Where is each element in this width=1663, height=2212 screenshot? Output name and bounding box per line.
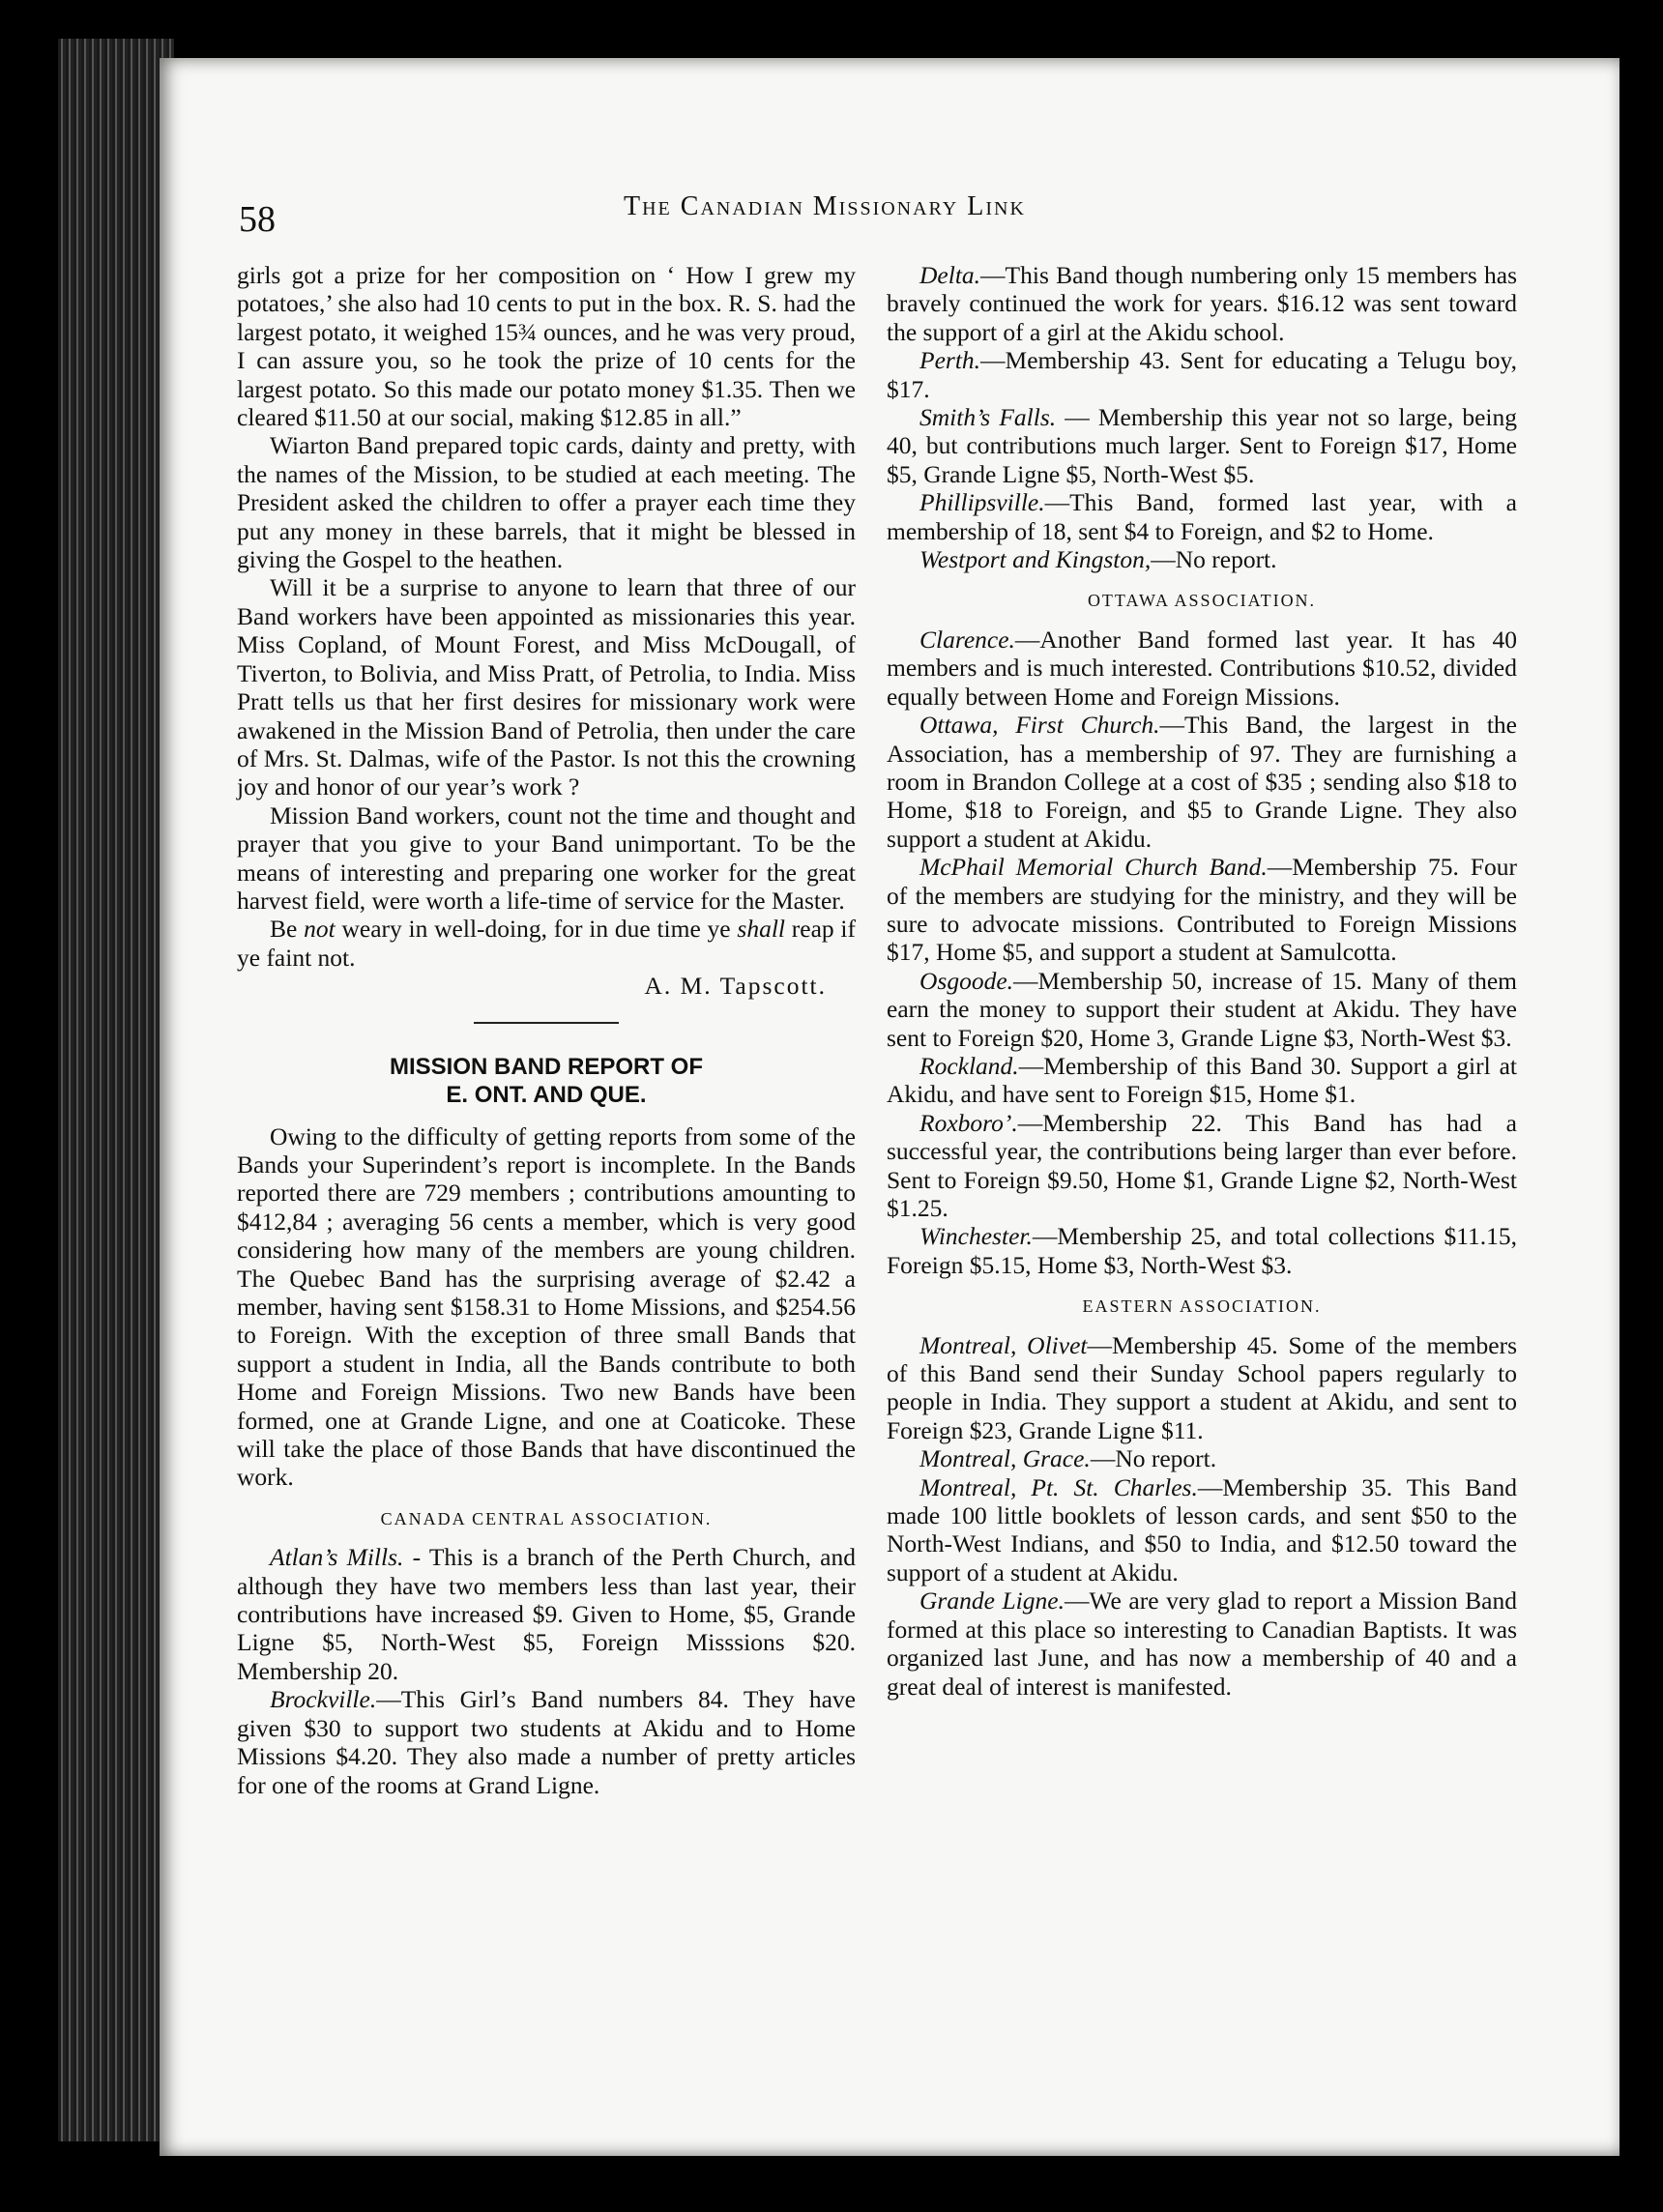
band-text: —We are very glad to report a Mission Band formed at this place so interesting to Canadian Baptists. It was organized last June, and has now a membership of 40 and a great deal of interest is manifested. <box>887 1586 1517 1701</box>
band-text: —Membership 50, increase of 15. Many of them earn the money to support their student at Akidu. They have sent to Foreign $20, Home 3, Grande Ligne $3, North-West $3. <box>887 966 1517 1052</box>
band-report <box>887 403 1517 488</box>
band-report <box>887 488 1517 545</box>
band-text: —No report. <box>1151 545 1277 574</box>
band-report <box>887 1331 1517 1445</box>
band-text: —Membership 75. Four of the members are studying for the ministry, and they will be sure to advocate missions. Contributed to Foreign Missions $17, Home $5, and support a student at Samulcotta. <box>887 853 1517 967</box>
band-report <box>887 545 1517 573</box>
band-report <box>237 1543 856 1685</box>
band-name: Smith’s Falls. <box>919 403 1057 432</box>
text-run: Be <box>270 915 305 944</box>
band-text: —No report. <box>1090 1444 1217 1473</box>
band-report <box>887 711 1517 853</box>
band-text: —Membership 43. Sent for educating a Telugu boy, $17. <box>887 346 1517 403</box>
paragraph: Owing to the difficulty of getting reports from some of the Bands your Superindent’s report is incomplete. In the Bands reported there are 729 members ; contributions amounting to $412,84 ; averaging 56 cents a member, which is very good considering how many of the members are young children. The Quebec Band has the surprising average of $2.42 a member, having sent $158.31 to Home Missions, and $254.56 to Foreign. With the exception of three small Bands that support a student in India, all the Bands contribute to both Home and Foreign Missions. Two new Bands have been formed, one at Grande Ligne, and one at Coaticoke. These will take the place of those Bands that have discontinued the work. <box>237 1121 856 1492</box>
band-name: Phillipsville. <box>919 488 1045 517</box>
text-run: weary in well-doing, for in due time ye <box>335 915 738 944</box>
band-report <box>887 1586 1517 1701</box>
band-text: — Membership this year not so large, being 40, but contributions much larger. Sent to Foreign $17, Home $5, Grande Ligne $5, North-West $5. <box>887 403 1518 488</box>
paragraph: Wiarton Band prepared topic cards, dainty and pretty, with the names of the Mission, to be studied at each meeting. The President asked the children to offer a prayer each time they put any money in these barrels, that it might be blessed in giving the Gospel to the heathen. <box>237 431 856 574</box>
paragraph <box>237 915 856 972</box>
band-name: Brockville. <box>270 1685 377 1714</box>
band-text: —This Girl’s Band numbers 84. They have given $30 to support two students at Akidu and to Home Missions $4.20. They also made a number of pretty articles for one of the rooms at Grand Ligne. <box>237 1685 856 1799</box>
band-text: —Membership 35. This Band made 100 little booklets of lesson cards, and sent $50 to the North-West Indians, and $50 to India, and $12.50 toward the support of a student at Akidu. <box>887 1472 1517 1586</box>
band-report <box>887 853 1517 967</box>
band-name: Perth. <box>919 346 981 375</box>
report-heading <box>237 1053 856 1109</box>
band-report <box>887 1473 1517 1587</box>
section-divider <box>474 1022 619 1024</box>
band-name: Montreal, Olivet <box>919 1330 1088 1359</box>
band-report <box>887 967 1517 1052</box>
running-head: The Canadian Missionary Link <box>624 191 1026 221</box>
band-text: —This Band, formed last year, with a membership of 18, sent $4 to Foreign, and $2 to Home. <box>887 488 1517 545</box>
band-text: —This Band, the largest in the Association, has a membership of 97. They are furnishing a room in Brandon College at a cost of $35 ; sending also $18 to Home, $18 to Foreign, and $5 to Grande Ligne. They also support a student at Akidu. <box>887 711 1517 853</box>
association-heading: CANADA CENTRAL ASSOCIATION. <box>380 1508 713 1528</box>
emphasis: not <box>304 915 336 944</box>
emphasis: shall <box>737 915 785 944</box>
band-name: Montreal, Grace. <box>919 1444 1091 1473</box>
band-name: Ottawa, First Church. <box>919 711 1160 740</box>
band-text: —Membership of this Band 30. Support a girl at Akidu, and have sent to Foreign $15, Home $1. <box>887 1051 1517 1109</box>
author-signature: A. M. Tapscott. <box>644 972 827 1001</box>
band-report <box>887 1444 1517 1472</box>
band-name: Westport and Kingston, <box>919 545 1152 574</box>
paragraph: Mission Band workers, count not the time and thought and prayer that you give to your Band unimportant. To be the means of interesting and preparing one worker for the great harvest field, were worth a life-time of service for the Master. <box>237 800 856 915</box>
magazine-page <box>160 58 1619 2156</box>
band-name: Winchester. <box>919 1222 1033 1251</box>
association-heading: OTTAWA ASSOCIATION. <box>1087 591 1317 611</box>
band-report <box>887 261 1517 346</box>
band-name: McPhail Memorial Church Band. <box>919 853 1268 882</box>
band-report <box>237 1685 856 1799</box>
band-name: Atlan’s Mills. <box>270 1543 404 1572</box>
band-text: —Membership 25, and total collections $11.15, Foreign $5.15, Home $3, North-West $3. <box>887 1222 1517 1279</box>
band-report <box>887 1222 1517 1279</box>
band-name: Clarence. <box>919 625 1015 654</box>
band-name: Delta. <box>919 261 981 289</box>
band-text: —Membership 22. This Band has had a successful year, the contributions being larger than ever before. Sent to Foreign $9.50, Home $1, Grande Ligne $2, North-West $1.25. <box>887 1108 1517 1222</box>
band-report <box>887 1052 1517 1109</box>
heading-line: E. ONT. AND QUE. <box>446 1081 647 1108</box>
left-column <box>237 261 856 1799</box>
paragraph: Will it be a surprise to anyone to learn that three of our Band workers have been appointed as missionaries this year. Miss Copland, of Mount Forest, and Miss McDougall, of Tiverton, to Bolivia, and Miss Pratt, of Petrolia, to India. Miss Pratt tells us that her first desires for missionary work were awakened in the Mission Band of Petrolia, then under the care of Mrs. St. Dalmas, wife of the Pastor. Is not this the crowning joy and honor of our year’s work ? <box>237 573 856 801</box>
paragraph: girls got a prize for her composition on ‘ How I grew my potatoes,’ she also had 10 cents to put in the box. R. S. had the largest potato, it weighed 15¾ ounces, and he was very proud, I can assure you, so he took the prize of 10 cents for the largest potato. So this made our potato money $1.35. Then we cleared $11.50 at our social, making $12.85 in all.” <box>237 261 856 432</box>
band-name: Osgoode. <box>919 966 1014 995</box>
page-number: 58 <box>239 199 276 240</box>
band-report <box>887 346 1517 403</box>
text-run: reap if ye faint not. <box>237 915 856 972</box>
band-name: Roxboro’. <box>919 1108 1018 1137</box>
heading-line: MISSION BAND REPORT OF <box>389 1053 703 1080</box>
band-report <box>887 1109 1517 1223</box>
book-page-edges <box>58 39 174 2141</box>
band-text: —This Band though numbering only 15 members has bravely continued the work for years. $16.12 was sent toward the support of a girl at the Akidu school. <box>887 261 1517 346</box>
band-name: Rockland. <box>919 1051 1019 1080</box>
association-heading: EASTERN ASSOCIATION. <box>1082 1296 1322 1317</box>
band-name: Grande Ligne. <box>919 1586 1065 1615</box>
band-name: Montreal, Pt. St. Charles. <box>919 1472 1198 1501</box>
band-text: - This is a branch of the Perth Church, and although they have two members less than last year, their contributions have increased $9. Given to Home, $5, Grande Ligne $5, North-West $5, Foreign Misssions $20. Membership 20. <box>237 1543 856 1685</box>
band-text: —Another Band formed last year. It has 40 members and is much interested. Contributions $10.52, divided equally between Home and Foreign Missions. <box>887 625 1517 711</box>
band-report <box>887 626 1517 711</box>
right-column <box>887 261 1517 1701</box>
band-text: —Membership 45. Some of the members of this Band send their Sunday School papers regularly to people in India. They support a student at Akidu, and sent to Foreign $23, Grande Ligne $11. <box>887 1330 1517 1444</box>
